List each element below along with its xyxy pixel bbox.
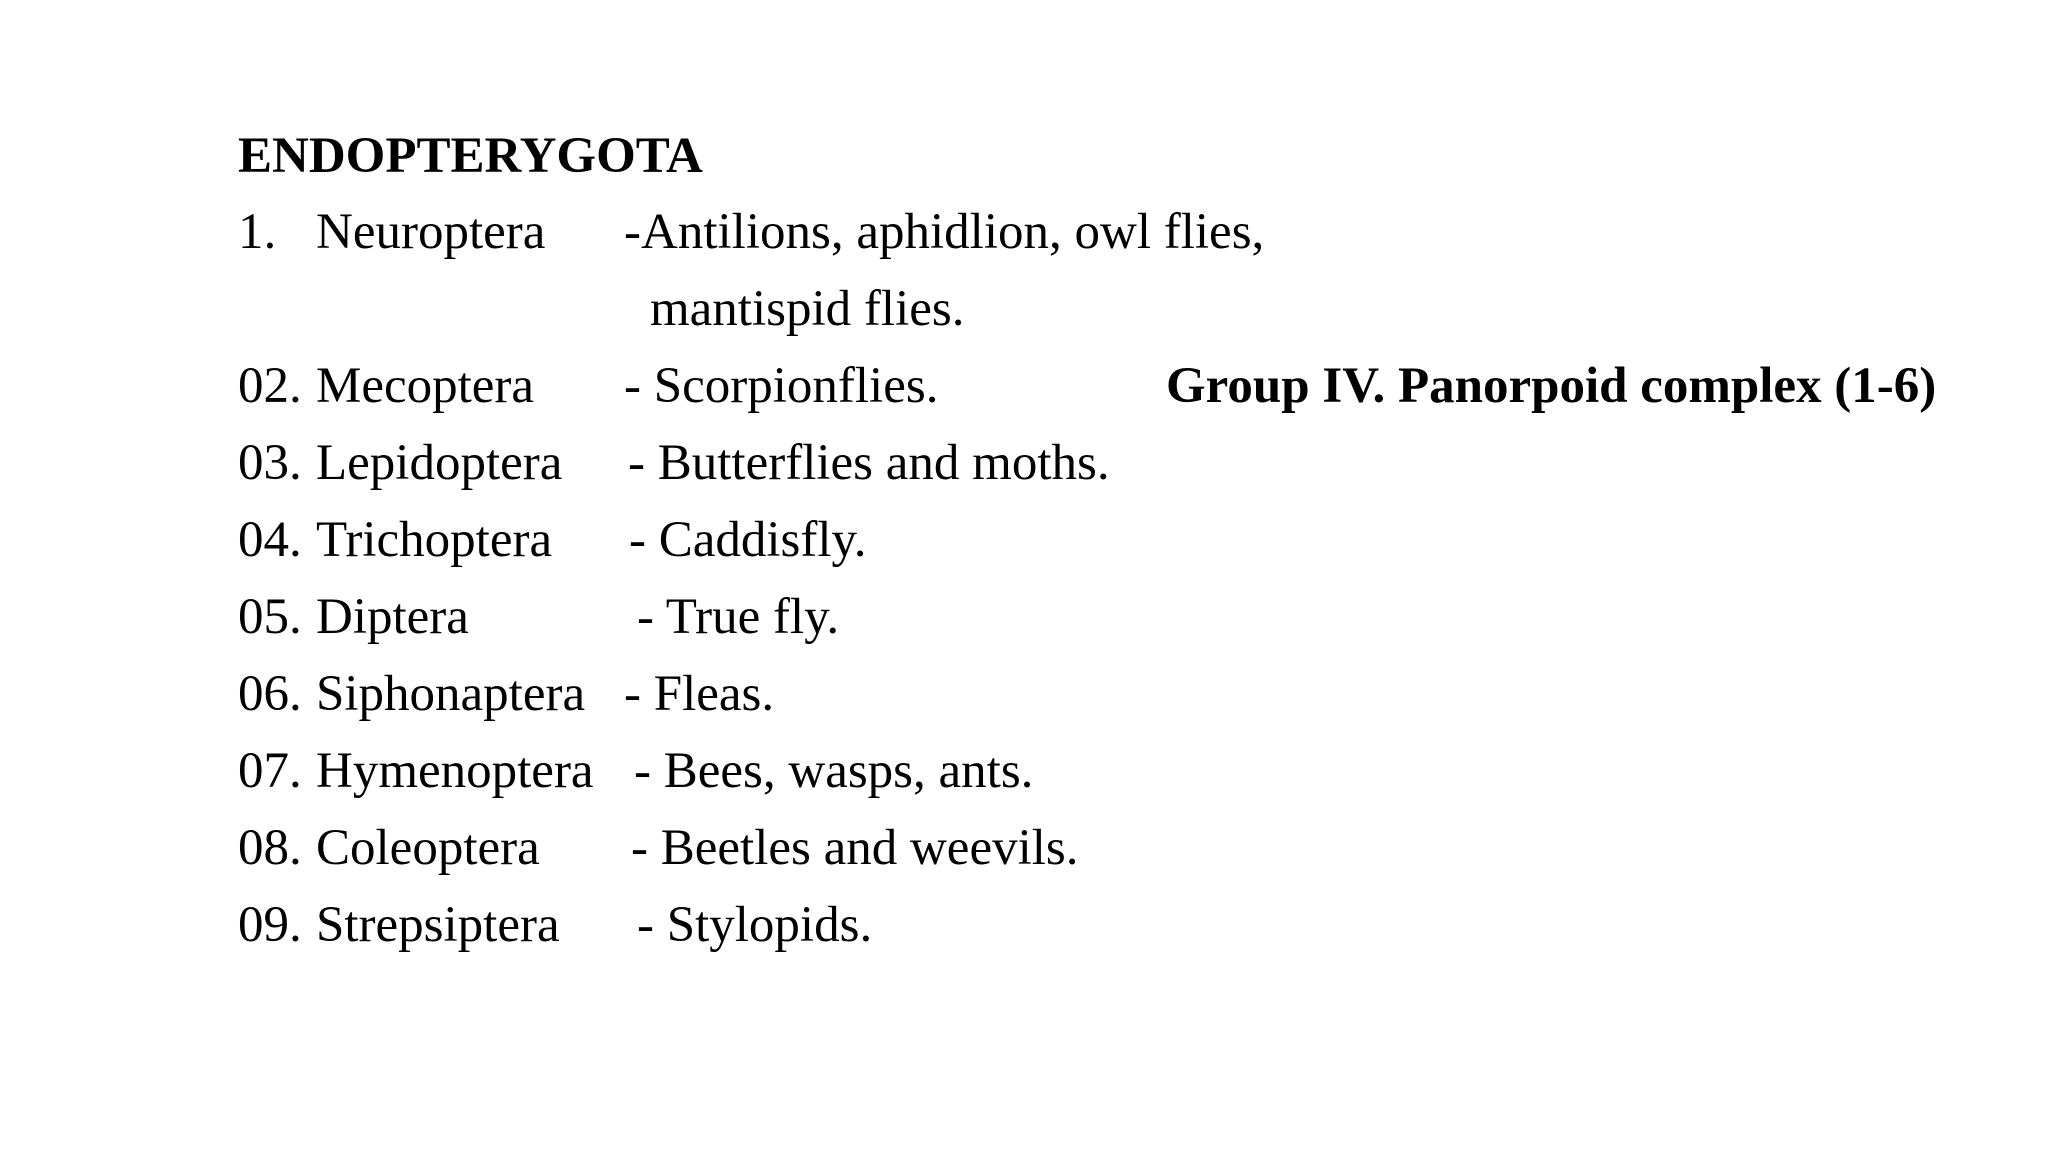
order-description: - True fly. <box>637 589 840 645</box>
order-name: Strepsiptera <box>316 897 560 953</box>
order-description: - Fleas. <box>624 666 775 722</box>
order-name: Mecoptera <box>316 358 535 414</box>
order-description-continued: mantispid flies. <box>650 281 965 337</box>
item-number: 02. <box>238 358 302 414</box>
order-name: Trichoptera <box>316 512 553 568</box>
item-number: 09. <box>238 897 302 953</box>
order-name: Hymenoptera <box>316 743 594 799</box>
heading: ENDOPTERYGOTA <box>238 128 703 184</box>
item-number: 1. <box>238 204 277 260</box>
order-name: Coleoptera <box>316 820 540 876</box>
item-number: 04. <box>238 512 302 568</box>
order-name: Lepidoptera <box>316 435 563 491</box>
order-description: -Antilions, aphidlion, owl flies, <box>624 204 1265 260</box>
item-number: 08. <box>238 820 302 876</box>
group-label: Group IV. Panorpoid complex (1-6) <box>1166 358 1937 414</box>
item-number: 03. <box>238 435 302 491</box>
order-description: - Beetles and weevils. <box>631 820 1079 876</box>
order-description: - Caddisfly. <box>629 512 867 568</box>
order-name: Diptera <box>316 589 469 645</box>
order-description: - Stylopids. <box>637 897 873 953</box>
item-number: 05. <box>238 589 302 645</box>
order-name: Neuroptera <box>316 204 546 260</box>
item-number: 07. <box>238 743 302 799</box>
order-description: - Scorpionflies. <box>624 358 939 414</box>
item-number: 06. <box>238 666 302 722</box>
order-description: - Butterflies and moths. <box>628 435 1110 491</box>
order-description: - Bees, wasps, ants. <box>634 743 1034 799</box>
order-name: Siphonaptera <box>316 666 586 722</box>
